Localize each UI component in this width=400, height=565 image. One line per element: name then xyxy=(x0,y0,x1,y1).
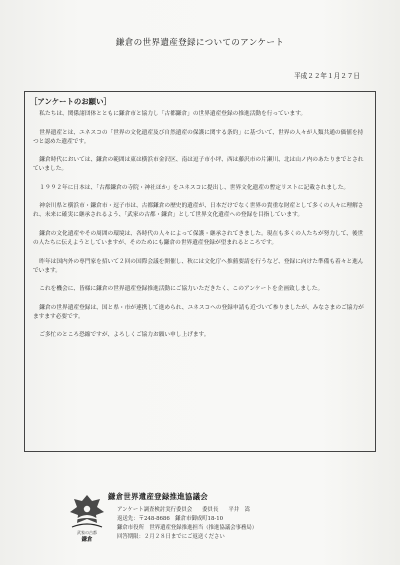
paragraph: 鎌倉の世界遺産登録は、国と県・市が連携して進められ、ユネスコへの登録申請も近づいて参りましたが、みなさまのご協力がますます必要です。 xyxy=(33,304,364,320)
logo-city: 鎌倉 xyxy=(81,537,93,543)
paragraph: 鎌倉の文化遺産やその周囲の環境は、各時代の人々によって保護・継承されてきました。現在も多くの人たちが努力して、後世の人たちに伝えようとしていますが、そのためにも鎌倉の世界遺産登録が望まれるところです。 xyxy=(33,230,364,246)
document-title: 鎌倉の世界遺産登録についてのアンケート xyxy=(115,38,285,48)
organization-name: 鎌倉世界遺産登録推進協議会 xyxy=(108,492,208,501)
paragraph: 私たちは、関係諸団体とともに鎌倉市と協力し「古都鎌倉」の世界遺産登録の推進活動を行っています。 xyxy=(39,111,307,117)
paragraph: ご多忙のところ恐縮ですが、よろしくご協力お願い申し上げます。 xyxy=(39,332,210,339)
paragraph: 昨年は国内外の専門家を招いて２回の国際会議を開催し、秋には文化庁へ推薦要請を行うなど、登録に向けた準備も着々と進んでいます。 xyxy=(33,258,364,274)
body-text xyxy=(33,110,369,350)
return-address: 返送先：〒248-8686 鎌倉市御成町18-10 xyxy=(117,516,224,522)
paragraph: 世界遺産とは、ユネスコの「世界の文化遺産及び自然遺産の保護に関する条約」に基づいて、世界の人々が人類共通の価値を持つと認めた遺産です。 xyxy=(33,129,364,145)
box-heading: ［アンケートのお願い］ xyxy=(30,97,111,106)
paragraph: 鎌倉時代においては、鎌倉の範囲は東は横浜市金沢区、南は逗子市小坪、西は藤沢市の片瀬川、北は山ノ内のあたりまでとされていました。 xyxy=(33,157,364,173)
contact-block xyxy=(117,506,387,542)
office-line: 鎌倉市役所 世界遺産登録推進担当（推進協議会事務局） xyxy=(117,525,258,531)
chair-title: 委員長 xyxy=(202,507,219,513)
paragraph: 神奈川県と横浜市・鎌倉市・逗子市は、古都鎌倉の歴史的遺産が、日本だけでなく世界の貴重な財産として多くの人々に理解され、未来に確実に継承されるよう、「武家の古都・鎌倉」として世界文化遺産への登録を目指しています。 xyxy=(33,203,364,219)
committee-row xyxy=(117,506,387,515)
deadline-line: 回答期限：２月２８日までにご返送ください xyxy=(117,534,225,540)
logo-caption: 武家の古都 xyxy=(77,530,97,535)
document-date: 平成２２年１月２７日 xyxy=(294,72,360,80)
chair-name: 平井 嵩 xyxy=(228,507,250,513)
paragraph: １９９２年に日本は、「古都鎌倉の寺院・神社ほか」をユネスコに提出し、世界文化遺産の暫定リストに記載されました。 xyxy=(39,184,350,191)
committee-name: アンケート調査検討実行委員会 xyxy=(117,507,193,513)
paragraph: これを機会に、皆様に鎌倉の世界遺産登録推進活動にご協力いただきたく、このアンケートを企画致しました。 xyxy=(39,286,324,293)
